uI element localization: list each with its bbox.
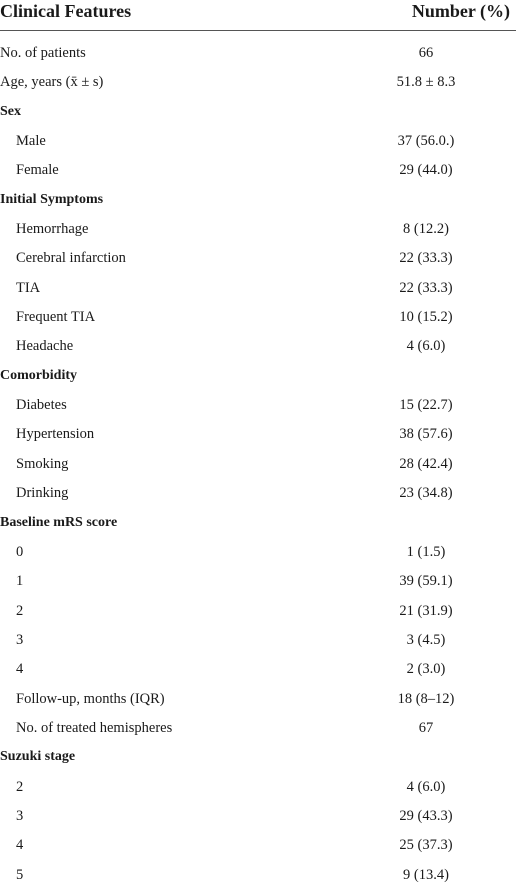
row-label: 1 — [16, 573, 24, 590]
table-row — [0, 390, 516, 419]
table-header — [0, 0, 516, 31]
row-value: 66 — [418, 45, 434, 61]
row-value: 38 (57.6) — [399, 426, 453, 443]
row-value: 29 (43.3) — [399, 807, 453, 824]
table-row — [0, 302, 516, 331]
row-value: 2 (3.0) — [406, 661, 446, 678]
table-row — [0, 126, 516, 155]
section-header-row — [0, 97, 516, 126]
row-label: 4 — [16, 837, 24, 854]
table-row — [0, 801, 516, 830]
section-label: Suzuki stage — [0, 749, 76, 765]
table-row — [0, 566, 516, 595]
row-label: No. of patients — [0, 45, 86, 61]
section-label: Comorbidity — [0, 367, 77, 383]
row-label: Frequent TIA — [16, 309, 96, 326]
table-body — [0, 38, 516, 889]
table-row — [0, 772, 516, 801]
header-number-percent: Number (%) — [411, 1, 510, 21]
row-value: 39 (59.1) — [399, 573, 453, 590]
row-value: 37 (56.0.) — [397, 133, 455, 150]
row-value: 4 (6.0) — [406, 338, 446, 355]
row-value: 28 (42.4) — [399, 455, 453, 472]
table-row — [0, 449, 516, 478]
section-label: Sex — [0, 103, 21, 119]
table-row — [0, 537, 516, 566]
row-label: No. of treated hemispheres — [16, 719, 173, 736]
row-label: 3 — [16, 631, 24, 648]
table-row — [0, 830, 516, 859]
table-row — [0, 860, 516, 889]
row-label: Age, years (x̄ ± s) — [0, 74, 104, 91]
row-label: 5 — [16, 866, 24, 883]
row-label: 3 — [16, 807, 24, 824]
row-label: Smoking — [16, 455, 69, 472]
row-value: 25 (37.3) — [399, 837, 453, 854]
row-value: 22 (33.3) — [399, 250, 453, 267]
table-row — [0, 155, 516, 184]
row-value: 22 (33.3) — [399, 279, 453, 296]
table-row — [0, 273, 516, 302]
row-value: 9 (13.4) — [403, 866, 449, 883]
table-row — [0, 596, 516, 625]
row-label: Drinking — [16, 485, 69, 502]
row-value: 8 (12.2) — [403, 221, 449, 238]
table-row — [0, 67, 516, 96]
section-header-row — [0, 361, 516, 390]
row-label: 0 — [16, 543, 24, 560]
row-value: 4 (6.0) — [406, 778, 446, 795]
row-label: 2 — [16, 778, 24, 795]
row-value: 29 (44.0) — [399, 162, 453, 179]
table-row — [0, 478, 516, 507]
table-row — [0, 331, 516, 360]
table-row — [0, 625, 516, 654]
section-label: Initial Symptoms — [0, 191, 104, 207]
row-label: Diabetes — [16, 397, 67, 414]
section-label: Baseline mRS score — [0, 514, 118, 530]
table-row — [0, 713, 516, 742]
row-label: 4 — [16, 661, 24, 678]
row-value: 10 (15.2) — [399, 309, 453, 326]
row-value: 51.8 ± 8.3 — [396, 74, 456, 91]
row-label: Headache — [16, 338, 74, 355]
section-header-row — [0, 508, 516, 537]
header-clinical-features: Clinical Features — [0, 1, 132, 21]
row-label: Female — [16, 162, 59, 179]
row-value: 21 (31.9) — [399, 602, 453, 619]
row-label: Male — [16, 133, 46, 150]
table-row — [0, 419, 516, 448]
table-row — [0, 214, 516, 243]
table-row — [0, 38, 516, 67]
section-header-row — [0, 742, 516, 771]
row-label: Cerebral infarction — [16, 250, 126, 267]
row-value: 23 (34.8) — [399, 485, 453, 502]
row-value: 67 — [418, 719, 434, 736]
section-header-row — [0, 185, 516, 214]
row-value: 3 (4.5) — [406, 631, 446, 648]
table-row — [0, 654, 516, 683]
row-label: Follow-up, months (IQR) — [16, 690, 165, 707]
row-label: Hemorrhage — [16, 221, 89, 238]
row-value: 15 (22.7) — [399, 397, 453, 414]
row-label: TIA — [16, 279, 41, 296]
row-value: 1 (1.5) — [406, 543, 446, 560]
row-label: 2 — [16, 602, 24, 619]
table-row — [0, 243, 516, 272]
row-value: 18 (8–12) — [397, 690, 455, 707]
row-label: Hypertension — [16, 426, 95, 443]
table-row — [0, 684, 516, 713]
